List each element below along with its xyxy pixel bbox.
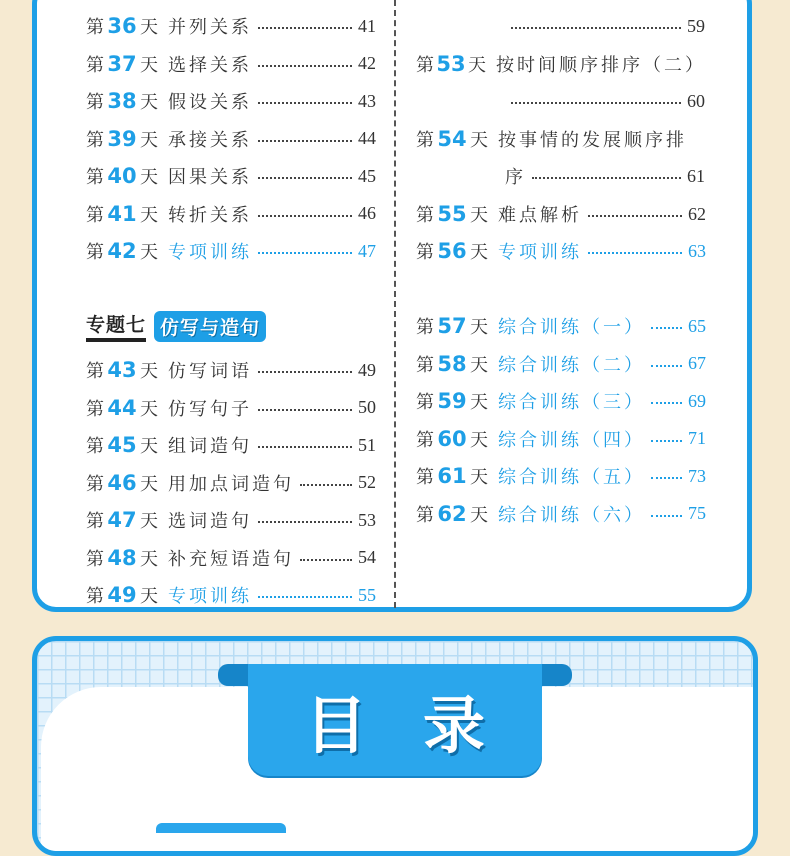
day-number: 38: [107, 89, 137, 113]
entry-title: 难点解析: [498, 205, 582, 226]
entry-title: 综合训练（三）: [498, 392, 645, 413]
day-prefix: 第: [416, 429, 434, 451]
page-number: 41: [358, 15, 376, 36]
day-number: 53: [436, 52, 466, 76]
toc-entry-59[interactable]: [416, 387, 706, 415]
day-number: 41: [107, 201, 137, 226]
entry-title: 承接关系: [168, 129, 252, 151]
toc-entry-43[interactable]: [86, 356, 376, 384]
day-suffix: 天: [140, 511, 158, 532]
entry-title: 选词造句: [168, 511, 252, 532]
day-suffix: 天: [140, 129, 158, 151]
page-number: 45: [358, 165, 376, 186]
day-prefix: 第: [416, 205, 434, 226]
contents-banner: [248, 664, 542, 776]
page-number: 59: [687, 15, 705, 36]
page-number: 52: [358, 472, 376, 492]
dot-leader: [651, 365, 682, 367]
toc-entry-62[interactable]: [416, 500, 706, 528]
day-suffix: 天: [140, 398, 158, 420]
day-suffix: 天: [470, 317, 488, 338]
day-prefix: 第: [86, 242, 104, 263]
toc-entry-47[interactable]: [86, 506, 376, 534]
dot-leader: [258, 140, 352, 142]
page-number: 50: [358, 397, 376, 417]
toc-entry-60[interactable]: [416, 425, 706, 453]
entry-title: 并列关系: [168, 17, 252, 38]
day-suffix: 天: [140, 54, 158, 76]
entry-title: 综合训练（六）: [498, 504, 645, 526]
toc-entry-55[interactable]: [416, 200, 706, 228]
dot-leader: [651, 477, 682, 479]
toc-entry-53[interactable]: [416, 50, 706, 78]
page-number: 60: [687, 90, 705, 111]
day-prefix: 第: [86, 54, 104, 76]
toc-entry-57[interactable]: [416, 312, 706, 340]
page-number: 62: [688, 203, 706, 224]
day-number: 59: [437, 389, 467, 413]
day-prefix: 第: [416, 55, 434, 76]
contents-title: 目录: [304, 688, 541, 762]
entry-title: 专项训练: [168, 586, 252, 607]
dot-leader: [588, 252, 682, 254]
dot-leader: [258, 371, 352, 373]
entry-title: 假设关系: [168, 92, 252, 113]
day-number: 39: [107, 126, 137, 151]
day-prefix: 第: [86, 398, 104, 420]
day-number: 49: [107, 583, 137, 607]
day-number: 57: [437, 314, 467, 338]
day-number: 55: [437, 202, 467, 226]
day-number: 43: [107, 358, 137, 382]
toc-continuation-line[interactable]: [505, 162, 705, 190]
section-heading: [86, 310, 266, 342]
page-number: 65: [688, 315, 706, 336]
page-number: 49: [358, 359, 376, 380]
entry-title: 仿写词语: [168, 361, 252, 382]
dot-leader: [511, 27, 681, 29]
day-suffix: 天: [470, 467, 488, 488]
day-prefix: 第: [416, 242, 434, 263]
day-prefix: 第: [86, 586, 104, 607]
day-suffix: 天: [470, 242, 488, 263]
next-section-pill: [156, 823, 286, 833]
toc-entry-48[interactable]: [86, 544, 376, 572]
dot-leader: [258, 215, 352, 217]
day-prefix: 第: [86, 129, 104, 151]
day-suffix: 天: [470, 504, 488, 526]
section-label: 专题七: [86, 310, 146, 342]
page-number: 47: [358, 240, 376, 261]
dot-leader: [258, 65, 352, 67]
day-suffix: 天: [470, 130, 488, 151]
dot-leader: [588, 215, 682, 217]
entry-title-continued: 序: [505, 167, 526, 188]
day-number: 56: [437, 239, 467, 263]
page-number: 71: [688, 428, 706, 448]
page-number: 43: [358, 90, 376, 111]
column-divider: [394, 0, 396, 608]
page-number: 61: [687, 165, 705, 186]
day-prefix: 第: [416, 130, 434, 151]
page-number: 44: [358, 128, 376, 148]
page-number: 51: [358, 434, 376, 455]
dot-leader: [258, 409, 352, 411]
entry-title: 专项训练: [498, 242, 582, 263]
toc-entry-46[interactable]: [86, 469, 376, 497]
day-prefix: 第: [416, 354, 434, 376]
page-number: 55: [358, 584, 376, 605]
dot-leader: [258, 521, 352, 523]
page-number: 42: [358, 53, 376, 73]
day-suffix: 天: [140, 242, 158, 263]
day-suffix: 天: [140, 204, 158, 226]
day-prefix: 第: [86, 548, 104, 570]
entry-title: 转折关系: [168, 204, 252, 226]
dot-leader: [258, 102, 352, 104]
day-suffix: 天: [140, 436, 158, 457]
day-number: 44: [107, 395, 137, 420]
dot-leader: [651, 402, 682, 404]
day-number: 40: [107, 164, 137, 188]
day-suffix: 天: [140, 92, 158, 113]
day-number: 62: [437, 501, 467, 526]
dot-leader: [511, 102, 681, 104]
toc-entry-58[interactable]: [416, 350, 706, 378]
day-prefix: 第: [86, 473, 104, 495]
entry-title: 仿写句子: [168, 398, 252, 420]
toc-entry-61[interactable]: [416, 462, 706, 490]
toc-entry-56[interactable]: [416, 237, 706, 265]
day-number: 46: [107, 470, 137, 495]
entry-title: 综合训练（一）: [498, 317, 645, 338]
toc-entry-42[interactable]: [86, 237, 376, 265]
day-suffix: 天: [140, 17, 158, 38]
entry-title: 选择关系: [168, 54, 252, 76]
toc-entry-54[interactable]: [416, 125, 706, 153]
section-title-pill: 仿写与造句: [154, 311, 266, 342]
day-suffix: 天: [140, 473, 158, 495]
page-number: 67: [688, 353, 706, 373]
day-suffix: 天: [140, 548, 158, 570]
toc-entry-37[interactable]: [86, 50, 376, 78]
day-number: 47: [107, 508, 137, 532]
day-number: 48: [107, 545, 137, 570]
day-suffix: 天: [470, 205, 488, 226]
entry-title: 综合训练（五）: [498, 467, 645, 488]
page-number: 53: [358, 509, 376, 530]
dot-leader: [651, 440, 682, 442]
entry-title: 综合训练（四）: [498, 429, 645, 451]
day-suffix: 天: [140, 586, 158, 607]
page-number: 54: [358, 547, 376, 567]
page-number: 73: [688, 465, 706, 486]
day-prefix: 第: [86, 436, 104, 457]
day-number: 58: [437, 351, 467, 376]
day-number: 61: [437, 464, 467, 488]
dot-leader: [300, 484, 352, 486]
entry-title: 补充短语造句: [168, 548, 294, 570]
toc-entry-44[interactable]: [86, 394, 376, 422]
dot-leader: [300, 559, 352, 561]
day-suffix: 天: [468, 55, 486, 76]
toc-continuation-line[interactable]: [505, 87, 705, 115]
dot-leader: [258, 252, 352, 254]
toc-continuation-line[interactable]: [505, 12, 705, 40]
day-number: 54: [437, 127, 467, 151]
entry-title: 综合训练（二）: [498, 354, 645, 376]
day-prefix: 第: [416, 467, 434, 488]
day-suffix: 天: [470, 392, 488, 413]
day-prefix: 第: [416, 317, 434, 338]
toc-entry-38[interactable]: [86, 87, 376, 115]
dot-leader: [258, 177, 352, 179]
dot-leader: [258, 27, 352, 29]
toc-entry-40[interactable]: [86, 162, 376, 190]
dot-leader: [651, 515, 682, 517]
dot-leader: [532, 177, 681, 179]
day-number: 60: [437, 426, 467, 451]
day-prefix: 第: [416, 392, 434, 413]
dot-leader: [258, 446, 352, 448]
entry-title: 按事情的发展顺序排: [498, 130, 687, 151]
day-suffix: 天: [140, 361, 158, 382]
day-suffix: 天: [140, 167, 158, 188]
entry-title: 用加点词造句: [168, 473, 294, 495]
day-number: 36: [107, 14, 137, 38]
day-prefix: 第: [86, 92, 104, 113]
entry-title: 专项训练: [168, 242, 252, 263]
day-suffix: 天: [470, 429, 488, 451]
day-number: 37: [107, 51, 137, 76]
dot-leader: [651, 327, 682, 329]
day-number: 42: [107, 239, 137, 263]
day-prefix: 第: [86, 511, 104, 532]
entry-title: 因果关系: [168, 167, 252, 188]
day-suffix: 天: [470, 354, 488, 376]
toc-entry-39[interactable]: [86, 125, 376, 153]
page-number: 46: [358, 203, 376, 223]
page-number: 63: [688, 240, 706, 261]
day-prefix: 第: [86, 17, 104, 38]
dot-leader: [258, 596, 352, 598]
page-number: 69: [688, 390, 706, 411]
toc-entry-41[interactable]: [86, 200, 376, 228]
day-number: 45: [107, 433, 137, 457]
toc-entry-45[interactable]: [86, 431, 376, 459]
entry-title: 组词造句: [168, 436, 252, 457]
page-number: 75: [688, 503, 706, 523]
toc-entry-36[interactable]: [86, 12, 376, 40]
entry-title: 按时间顺序排序（二）: [496, 55, 706, 76]
day-prefix: 第: [86, 361, 104, 382]
day-prefix: 第: [416, 504, 434, 526]
day-prefix: 第: [86, 167, 104, 188]
toc-entry-49[interactable]: [86, 581, 376, 609]
day-prefix: 第: [86, 204, 104, 226]
